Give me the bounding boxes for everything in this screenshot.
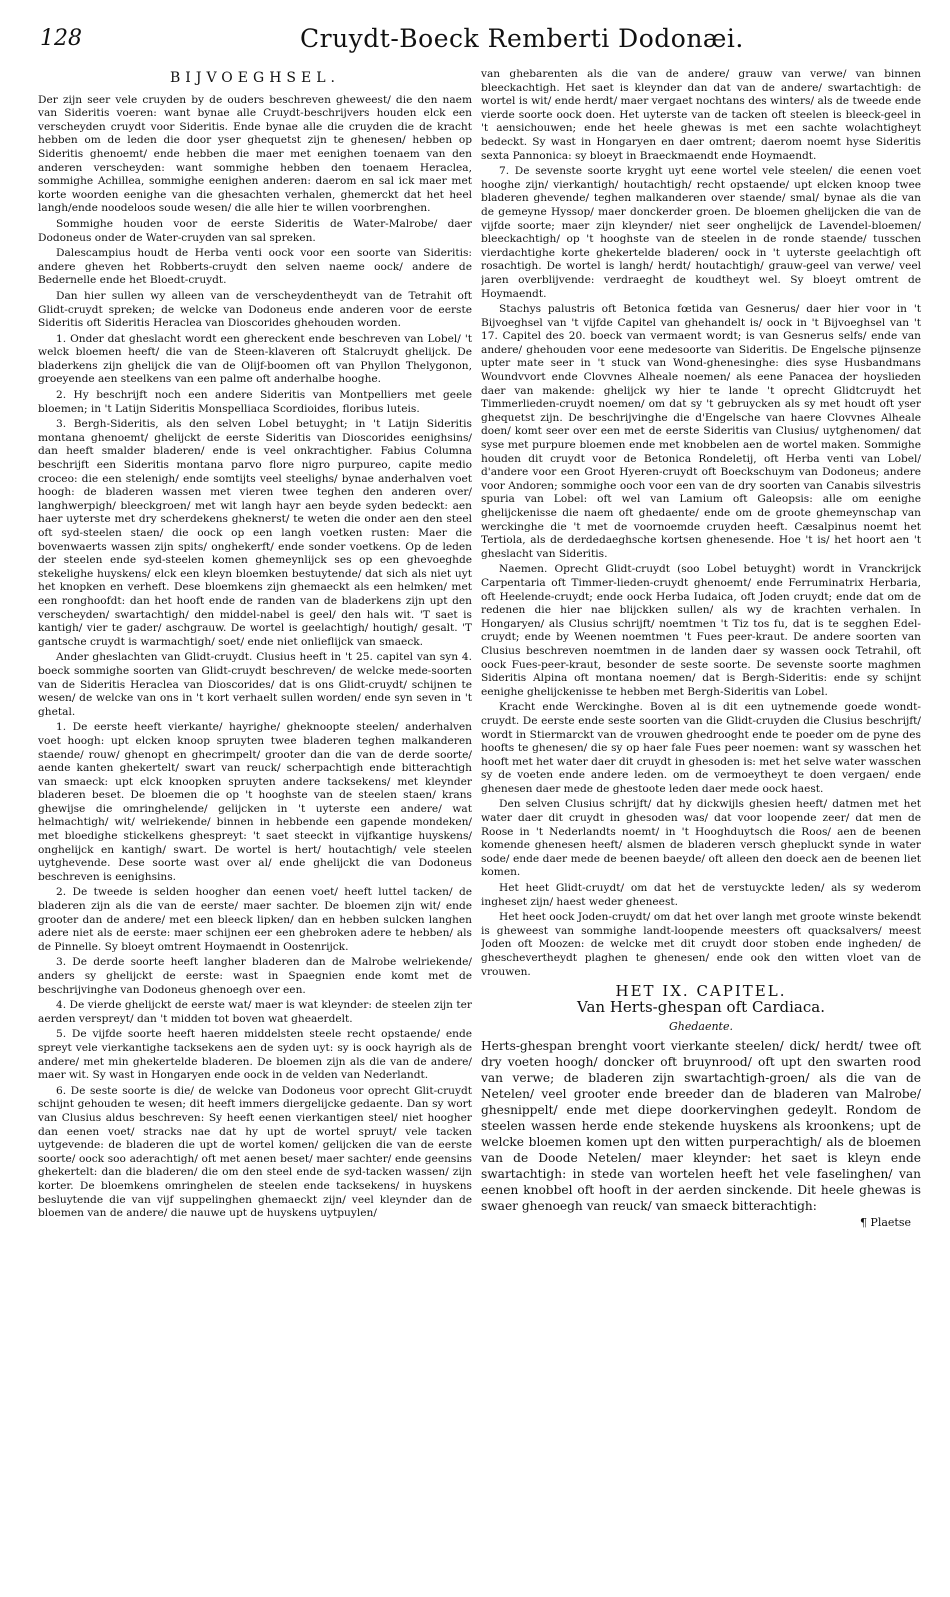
paragraph: 2. De tweede is selden hoogher dan eenen voet/ heeft luttel tacken/ de bladeren zijn als die van de eerste/ maer sachter. De bloemen zijn wit/ ende grooter dan de andere/ met een bleeck lipken/ dan en hebben sulcken langhen adere niet als de eerste: maer schijnen eer een ghebroken adere te hebben/ als de Pinnelle. Sy bloeyt omtrent Hoymaendt in Oostenrijck. xyxy=(38,886,472,953)
catchword: ¶ Plaetse xyxy=(859,1215,911,1229)
paragraph: 6. De seste soorte is die/ de welcke van Dodoneus voor oprecht Glit-cruydt schijnt gehouden te wesen; dit heeft immers diergelijcke gedaente. Dan sy wort van Clusius aldus beschreven: Sy heeft eenen vierkantigen steel/ niet hoogher dan eenen voet/ stracks nae dat hy upt de wortel spruyt/ vele tacken uytgevende: de bladeren die upt de wortel komen/ gelijcken die van de eerste soorte/ oock soo aderachtigh/ oft met aenen beset/ maer sachter/ ende geensins ghekertelt: dan die bladeren/ die om den steel ende de syd-tacken wassen/ zijn korter. De bloemkens omringhelen de steelen ende tacksekens/ in huyskens besluytende die van vijf suppelinghen ghemaeckt zijn/ veel kleynder dan de bloemen van de andere/ die nauwe upt de huyskens uytpuylen/ xyxy=(38,1084,472,1220)
paragraph: Naemen. Oprecht Glidt-cruydt (soo Lobel betuyght) wordt in Vranckrijck Carpentaria oft Timmer-lieden-cruydt ghenoemt/ ende Ferruminatrix Herbaria, oft Heelende-cruydt; ende oock Herba Iudaica, oft Joden cruydt; ende dat om de redenen die hier nae blijckken sullen/ als wy de krachten verhalen. In Hongaryen/ als Clusius schrijft/ noemtmen 't Tiz tos fu, dat is te segghen Edel-cruydt; ende by Weenen noemtmen 't Fues peer-kraut. De andere soorten van Clusius beschreven noemtmen in de landen daer sy wassen oock Tetrahil, oft oock Fues-peer-kraut, besonder de seste soorte. De sevenste soorte maghmen Sideritis Alpina oft montana noemen/ dat is Bergh-Sideritis: ende sy schijnt eenighe ghelijckenisse te hebben met Bergh-Sideritis van Lobel. xyxy=(481,563,921,698)
paragraph: van ghebarenten als die van de andere/ grauw van verwe/ van binnen bleeckachtigh. Het saet is kleynder dan dat van de andere/ swartachtigh: de wortel is wit/ ende herdt/ maer vergaet nochtans des winters/ als de tweede ende vierde soorte oock doen. Het uyterste van de tacken oft steelen is bleeck-geel in 't aensichouwen; ende het heele ghewas is met een sachte wolachtigheyt bedeckt. Sy wast in Hongaryen en daer omtrent; daerom noemt hyse Sideritis sexta Pannonica: sy bloeyt in Braeckmaendt ende Hoymaendt. xyxy=(481,68,921,162)
paragraph: 3. Bergh-Sideritis, als den selven Lobel betuyght; in 't Latijn Sideritis montana ghenoemt/ ghelijckt de eerste Sideritis van Dioscorides eenighsins/ dan heeft smalder bladeren/ ende is veel onkrachtigher. Fabius Columna beschrijft een Sideritis montana parvo flore nigro purpureo, capite medio croceo: die een stelenigh/ ende somtijts veel steelighs/ bynae anderhalven voet hoogh: de bladeren wassen met vieren twee teghen den anderen over/ langhwerpigh/ bleeckgroen/ met wit langh hayr aen beyde syden bedeckt: aen haer uyterste met dry scherdekens gheknerst/ te weten die onder aen den steel oft syd-steelen staen/ die oock op een langh voetken rusten: Maer die bovenwaerts wassen zijn spits/ onghekerft/ ende sonder voetkens. Op de leden der steelen ende syd-steelen komen ghemeynlijck ses op een ghevoeghde stekelighe huyskens/ elck een kleyn bloemken bestuytende/ dat sich als niet uyt het knopken en verheft. Dese bloemkens zijn ghemaeckt als een helmken/ met een ronghoofdt: dan het hooft ende de randen van de bladerkens zijn upt den verscheyden/ swartachtigh/ den middel-nabel is geel/ den hals wit. 'T saet is kantigh/ vier te gader/ aschgrauw. De wortel is geelachtigh/ houtigh/ gesalt. 'T gantsche cruydt is warmachtigh/ soet/ ende niet onlieflijck van smaeck. xyxy=(38,418,472,648)
left-column xyxy=(38,68,472,1578)
running-head: Cruydt-Boeck Remberti Dodonæi. xyxy=(300,24,744,53)
paragraph: Dan hier sullen wy alleen van de verscheydentheydt van de Tetrahit oft Glidt-cruydt spreken; de welcke van Dodoneus ende anderen voor de eerste Sideritis oft Sideritis Heraclea van Dioscorides ghehouden worden. xyxy=(38,289,472,330)
paragraph: 3. De derde soorte heeft langher bladeren dan de Malrobe welriekende/ anders sy ghelijckt de eerste: wast in Spaegnien ende komt met de beschrijvinghe van Dodoneus ghenoegh over een. xyxy=(38,956,472,996)
chapter-paragraph: Herts-ghespan brenght voort vierkante steelen/ dick/ herdt/ twee oft dry voeten hoogh/ doncker oft bruynrood/ oft upt den swarten rood van verwe; de bladeren zijn swartachtigh-groen/ als die van de Netelen/ veel grooter ende breeder dan de bladeren van Malrobe/ ghesnippelt/ ende met diepe doorkervinghen gedeylt. Rondom de steelen wassen herde ende stekende huyskens als kroonkens; upt de welcke bloemen komen upt den witten purperachtigh/ als de bloemen van de Doode Netelen/ maer kleynder: het saet is kleyn ende swartachtigh: in stede van wortelen heeft het vele faselinghen/ van eenen knobbel oft hooft in der aerden sinckende. Dit heele ghewas is swaer ghenoegh van reuck/ van smaeck bitterachtigh: xyxy=(481,1038,921,1213)
right-column xyxy=(481,68,921,1578)
paragraph: 7. De sevenste soorte kryght uyt eene wortel vele steelen/ die eenen voet hooghe zijn/ vierkantigh/ houtachtigh/ recht opstaende/ upt elcken knoop twee bladeren ghevende/ teghen malkanderen over staende/ smal/ bynae als die van de gemeyne Hyssop/ maer donckerder groen. De bloemen ghelijcken die van de vijfde soorte; maer zijn kleynder/ niet seer onghelijck de Lavendel-bloemen/ bleeckachtigh/ op 't hooghste van de steelen in de ronde staende/ tusschen vierdachtighe korte ghekertelde bladeren/ oock in 't uyterste geelachtigh oft rosachtigh. De wortel is langh/ herdt/ houtachtigh/ grauw-geel van verwe/ veel jaren overblijvende: verdraeght de koudtheyt wel. Sy bloeyt omtrent de Hoymaendt. xyxy=(481,165,921,300)
chapter-subtitle: Van Herts-ghespan oft Cardiaca. xyxy=(577,997,825,1016)
paragraph: Ander gheslachten van Glidt-cruydt. Clusius heeft in 't 25. capitel van syn 4. boeck sommighe soorten van Glidt-cruydt beschreven/ de welcke mede-soorten van de Sideritis Heraclea van Dioscorides/ dat is ons Glidt-cruydt/ schijnen te wesen/ de welcke van ons in 't kort verhaelt sullen worden/ ende syn seven in 't ghetal. xyxy=(38,651,472,718)
paragraph: Sommighe houden voor de eerste Sideritis de Water-Malrobe/ daer Dodoneus onder de Water-cruyden van sal spreken. xyxy=(38,217,472,244)
page-number: 128 xyxy=(40,26,82,51)
paragraph: Stachys palustris oft Betonica fœtida van Gesnerus/ daer hier voor in 't Bijvoeghsel van 't vijfde Capitel van ghehandelt is/ oock in 't Bijvoeghsel van 't 17. Capitel des 20. boeck van vermaent wordt; is van Gesnerus selfs/ ende van andere/ ghehouden voor eene medesoorte van Sideritis. De Engelsche pijnsenze upter mate seer in 't stuck van Wond-ghenesinghe: dies syse Husbandmans Woundvvort ende Clovvnes Alheale noemen/ als eene Panacea der hoyslieden daer van makende: ghelijck wy hier te lande 't oprecht Glidtcruydt het Timmerlieden-cruydt noemen/ om dat sy 't gebruycken als sy met houdt oft yser ghequetst zijn. De beschrijvinghe die d'Engelsche van haere Clovvnes Alheale doen/ komt seer over een met de eerste Sideritis van Clusius/ uytghenomen/ dat syse met purpure bloemen ende met knobbelen aen de wortel maken. Sommighe houden dit cruydt voor de Betonica Rondeletij, oft Herba venti van Lobel/ d'andere voor een Groot Hyeren-cruydt oft Boeckschuym van Dodoneus; andere voor Andoren; sommighe ooch voor een van de dry soorten van Canabis silvestris spuria van Lobel: oft wel van Lamium oft Galeopsis: alle om eenighe ghelijckenisse die naem oft ghedaente/ ende om de groote ghemeynschap van werckinghe die 't met de voornoemde cruyden heeft. Cæsalpinus noemt het Tertiola, als de derdedaeghsche kortsen ghenesende. Hoe 't is/ het hoort aen 't gheslacht van Sideritis. xyxy=(481,303,921,560)
paragraph: Het heet oock Joden-cruydt/ om dat het over langh met groote winste bekendt is gheweest van sommighe landt-loopende meesters oft quacksalvers/ meest Joden oft Moozen: de welcke met dit cruydt door stoben ende ingheden/ de gheschevertheydt plaghen te ghenesen/ ende ook den witten vloet van de vrouwen. xyxy=(481,911,921,978)
paragraph: Der zijn seer vele cruyden by de ouders beschreven gheweest/ die den naem van Sideritis voeren: want bynae alle Cruydt-beschrijvers houden elck een verscheyden cruydt voor Sideritis. Ende bynae alle die cruyden die de kracht hebben om de leden die door yser ghequetst zijn te ghenesen/ hebben op Sideritis ghenoemt/ ende hebben die maer met eenighen toenaem van den anderen verscheyden: want sommighe hebben den toenaem Heraclea, sommighe Achillea, sommighe eenighen anderen: daerom en sal ick maer met korte woorden eenighe van die ghesachten verhalen, ghemerckt dat het heel langh/ende noodeloos soude wesen/ die alle hier te willen voorbrenghen. xyxy=(38,93,472,215)
paragraph: 1. Onder dat gheslacht wordt een ghereckent ende beschreven van Lobel/ 't welck bloemen heeft/ die van de Steen-klaveren oft Stalcruydt ghelijck. De bladerkens zijn ghelijck die van de Olijf-boomen oft van Phyllon Thelygonon, groeyende aen steelkens van een palme oft anderhalbe hooghe. xyxy=(38,332,472,386)
page-header xyxy=(40,18,920,58)
subsection-heading: Ghedaente. xyxy=(668,1020,733,1034)
chapter-title: HET IX. CAPITEL. xyxy=(615,982,787,1001)
paragraph: 2. Hy beschrijft noch een andere Sideritis van Montpelliers met geele bloemen; in 't Latijn Sideritis Monspelliaca Scordioides, floribus luteis. xyxy=(38,389,472,415)
section-title: BIJVOEGHSEL. xyxy=(170,70,340,86)
paragraph: Kracht ende Werckinghe. Boven al is dit een uytnemende goede wondt-cruydt. De eerste ende seste soorten van die Glidt-cruyden die Clusius beschrijft/ wordt in Stiermarckt van de vrouwen ghedrooght ende te poeder om de pyne des hoofts te ghenesen/ die sy op haer fale Fues peer noemen: want sy wasschen het hooft met het water daer dit cruydt in ghesoden is: met het selve water wasschen sy de voeten ende andere leden. om de vermoeytheyt te doen vergaen/ ende ghenesen daer mede de ghestoote leden daer mede oock haest. xyxy=(481,701,921,795)
paragraph: 1. De eerste heeft vierkante/ hayrighe/ gheknoopte steelen/ anderhalven voet hoogh: upt elcken knoop spruyten twee bladeren teghen malkanderen staende/ rouw/ ghenopt en ghecrimpelt/ grooter dan die van de derde soorte/ aende kanten ghekertelt/ swart van reuck/ scherpachtigh ende bitterachtigh van smaeck: upt elck knoopken spruyten andere tacksekens/ met kleynder bladeren beset. De bloemen die op 't hooghste van de steelen staen/ krans ghewijse die omringhelende/ gelijcken in 't uyterste een andere/ wat helmachtigh/ wit/ welriekende/ binnen in hebbende een gapende mondeken/ met bloedighe stickelkens ghespreyt: 't saet steeckt in vijfkantige huyskens/ onghelijck en kantigh/ swart. De wortel is hert/ houtachtigh/ vele steelen uytghevende. Dese soorte wast over al/ ende ghelijckt die van Dodoneus beschreven is eenighsins. xyxy=(38,721,472,883)
paragraph: 4. De vierde ghelijckt de eerste wat/ maer is wat kleynder: de steelen zijn ter aerden verspreyt/ dan 't midden tot boven wat gheaerdelt. xyxy=(38,999,472,1025)
paragraph: 5. De vijfde soorte heeft haeren middelsten steele recht opstaende/ ende spreyt vele vierkantighe tacksekens aen de syden uyt: sy is oock hayrigh als de andere/ met min ghekertelde bladeren. De bloemen zijn als die van de andere/ maer wit. Sy wast in Hongaryen ende oock in de velden van Nederlandt. xyxy=(38,1028,472,1082)
paragraph: Dalescampius houdt de Herba venti oock voor een soorte van Sideritis: andere gheven het Robberts-cruydt den selven naeme oock/ andere de Bedernelle ende het Bloedt-cruydt. xyxy=(38,247,472,287)
paragraph: Den selven Clusius schrijft/ dat hy dickwijls ghesien heeft/ datmen met het water daer dit cruydt in ghesoden was/ dat voor loopende zeer/ dat men de Roose in 't Nederlandts noemt/ in 't Hooghduytsch die Roos/ aen de beenen komende ghenesen heeft/ alsmen de bladeren versch ghepluckt synde in water sode/ ende daer mede de beenen baeyde/ oft alleen den doeck aen de beenen liet komen. xyxy=(481,798,921,879)
paragraph: Het heet Glidt-cruydt/ om dat het de verstuyckte leden/ als sy wederom ingheset zijn/ haest weder gheneest. xyxy=(481,882,921,908)
